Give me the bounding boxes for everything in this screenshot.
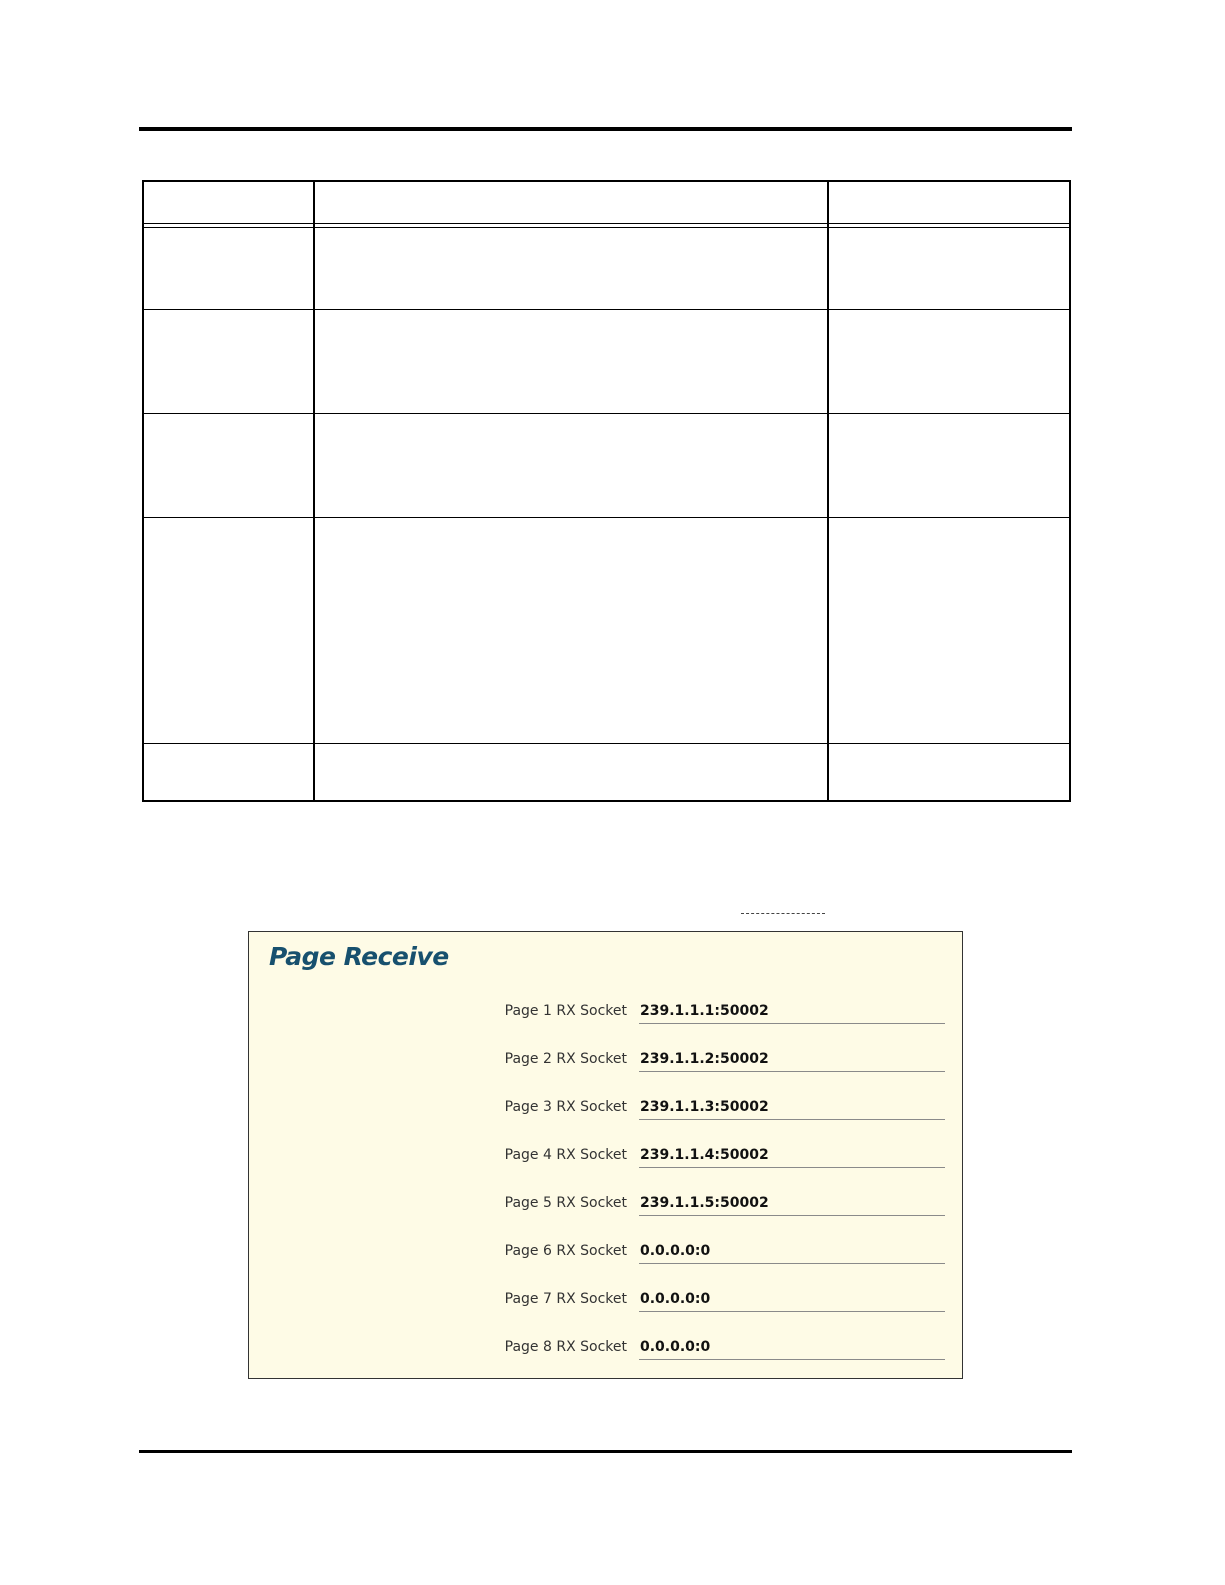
socket-label: Page 4 RX Socket <box>504 1147 627 1163</box>
page-2-rx-socket-input[interactable] <box>639 1047 945 1072</box>
socket-row-page-5 <box>249 1191 964 1221</box>
table-divider <box>144 413 1069 414</box>
spec-table <box>142 180 1071 802</box>
page-4-rx-socket-input[interactable] <box>639 1143 945 1168</box>
page-7-rx-socket-input[interactable] <box>639 1287 945 1312</box>
page-6-rx-socket-input[interactable] <box>639 1239 945 1264</box>
socket-label: Page 1 RX Socket <box>504 1003 627 1019</box>
page-5-rx-socket-input[interactable] <box>639 1191 945 1216</box>
table-divider <box>144 223 1069 224</box>
page-1-rx-socket-input[interactable] <box>639 999 945 1024</box>
socket-label: Page 6 RX Socket <box>504 1243 627 1259</box>
page-receive-panel <box>248 931 963 1379</box>
table-divider <box>144 743 1069 744</box>
panel-title: Page Receive <box>269 942 449 971</box>
table-divider <box>827 182 829 800</box>
table-divider <box>144 517 1069 518</box>
footer-rule <box>139 1450 1072 1453</box>
socket-row-page-8 <box>249 1335 964 1365</box>
page-3-rx-socket-input[interactable] <box>639 1095 945 1120</box>
socket-row-page-4 <box>249 1143 964 1173</box>
socket-label: Page 7 RX Socket <box>504 1291 627 1307</box>
table-divider <box>144 227 1069 228</box>
page-8-rx-socket-input[interactable] <box>639 1335 945 1360</box>
table-divider <box>313 182 315 800</box>
socket-label: Page 3 RX Socket <box>504 1099 627 1115</box>
socket-row-page-1 <box>249 999 964 1029</box>
header-rule <box>139 127 1072 131</box>
socket-row-page-2 <box>249 1047 964 1077</box>
table-divider <box>144 309 1069 310</box>
socket-row-page-6 <box>249 1239 964 1269</box>
socket-label: Page 5 RX Socket <box>504 1195 627 1211</box>
dashed-mark <box>741 913 825 914</box>
socket-row-page-7 <box>249 1287 964 1317</box>
socket-label: Page 2 RX Socket <box>504 1051 627 1067</box>
socket-row-page-3 <box>249 1095 964 1125</box>
socket-label: Page 8 RX Socket <box>504 1339 627 1355</box>
